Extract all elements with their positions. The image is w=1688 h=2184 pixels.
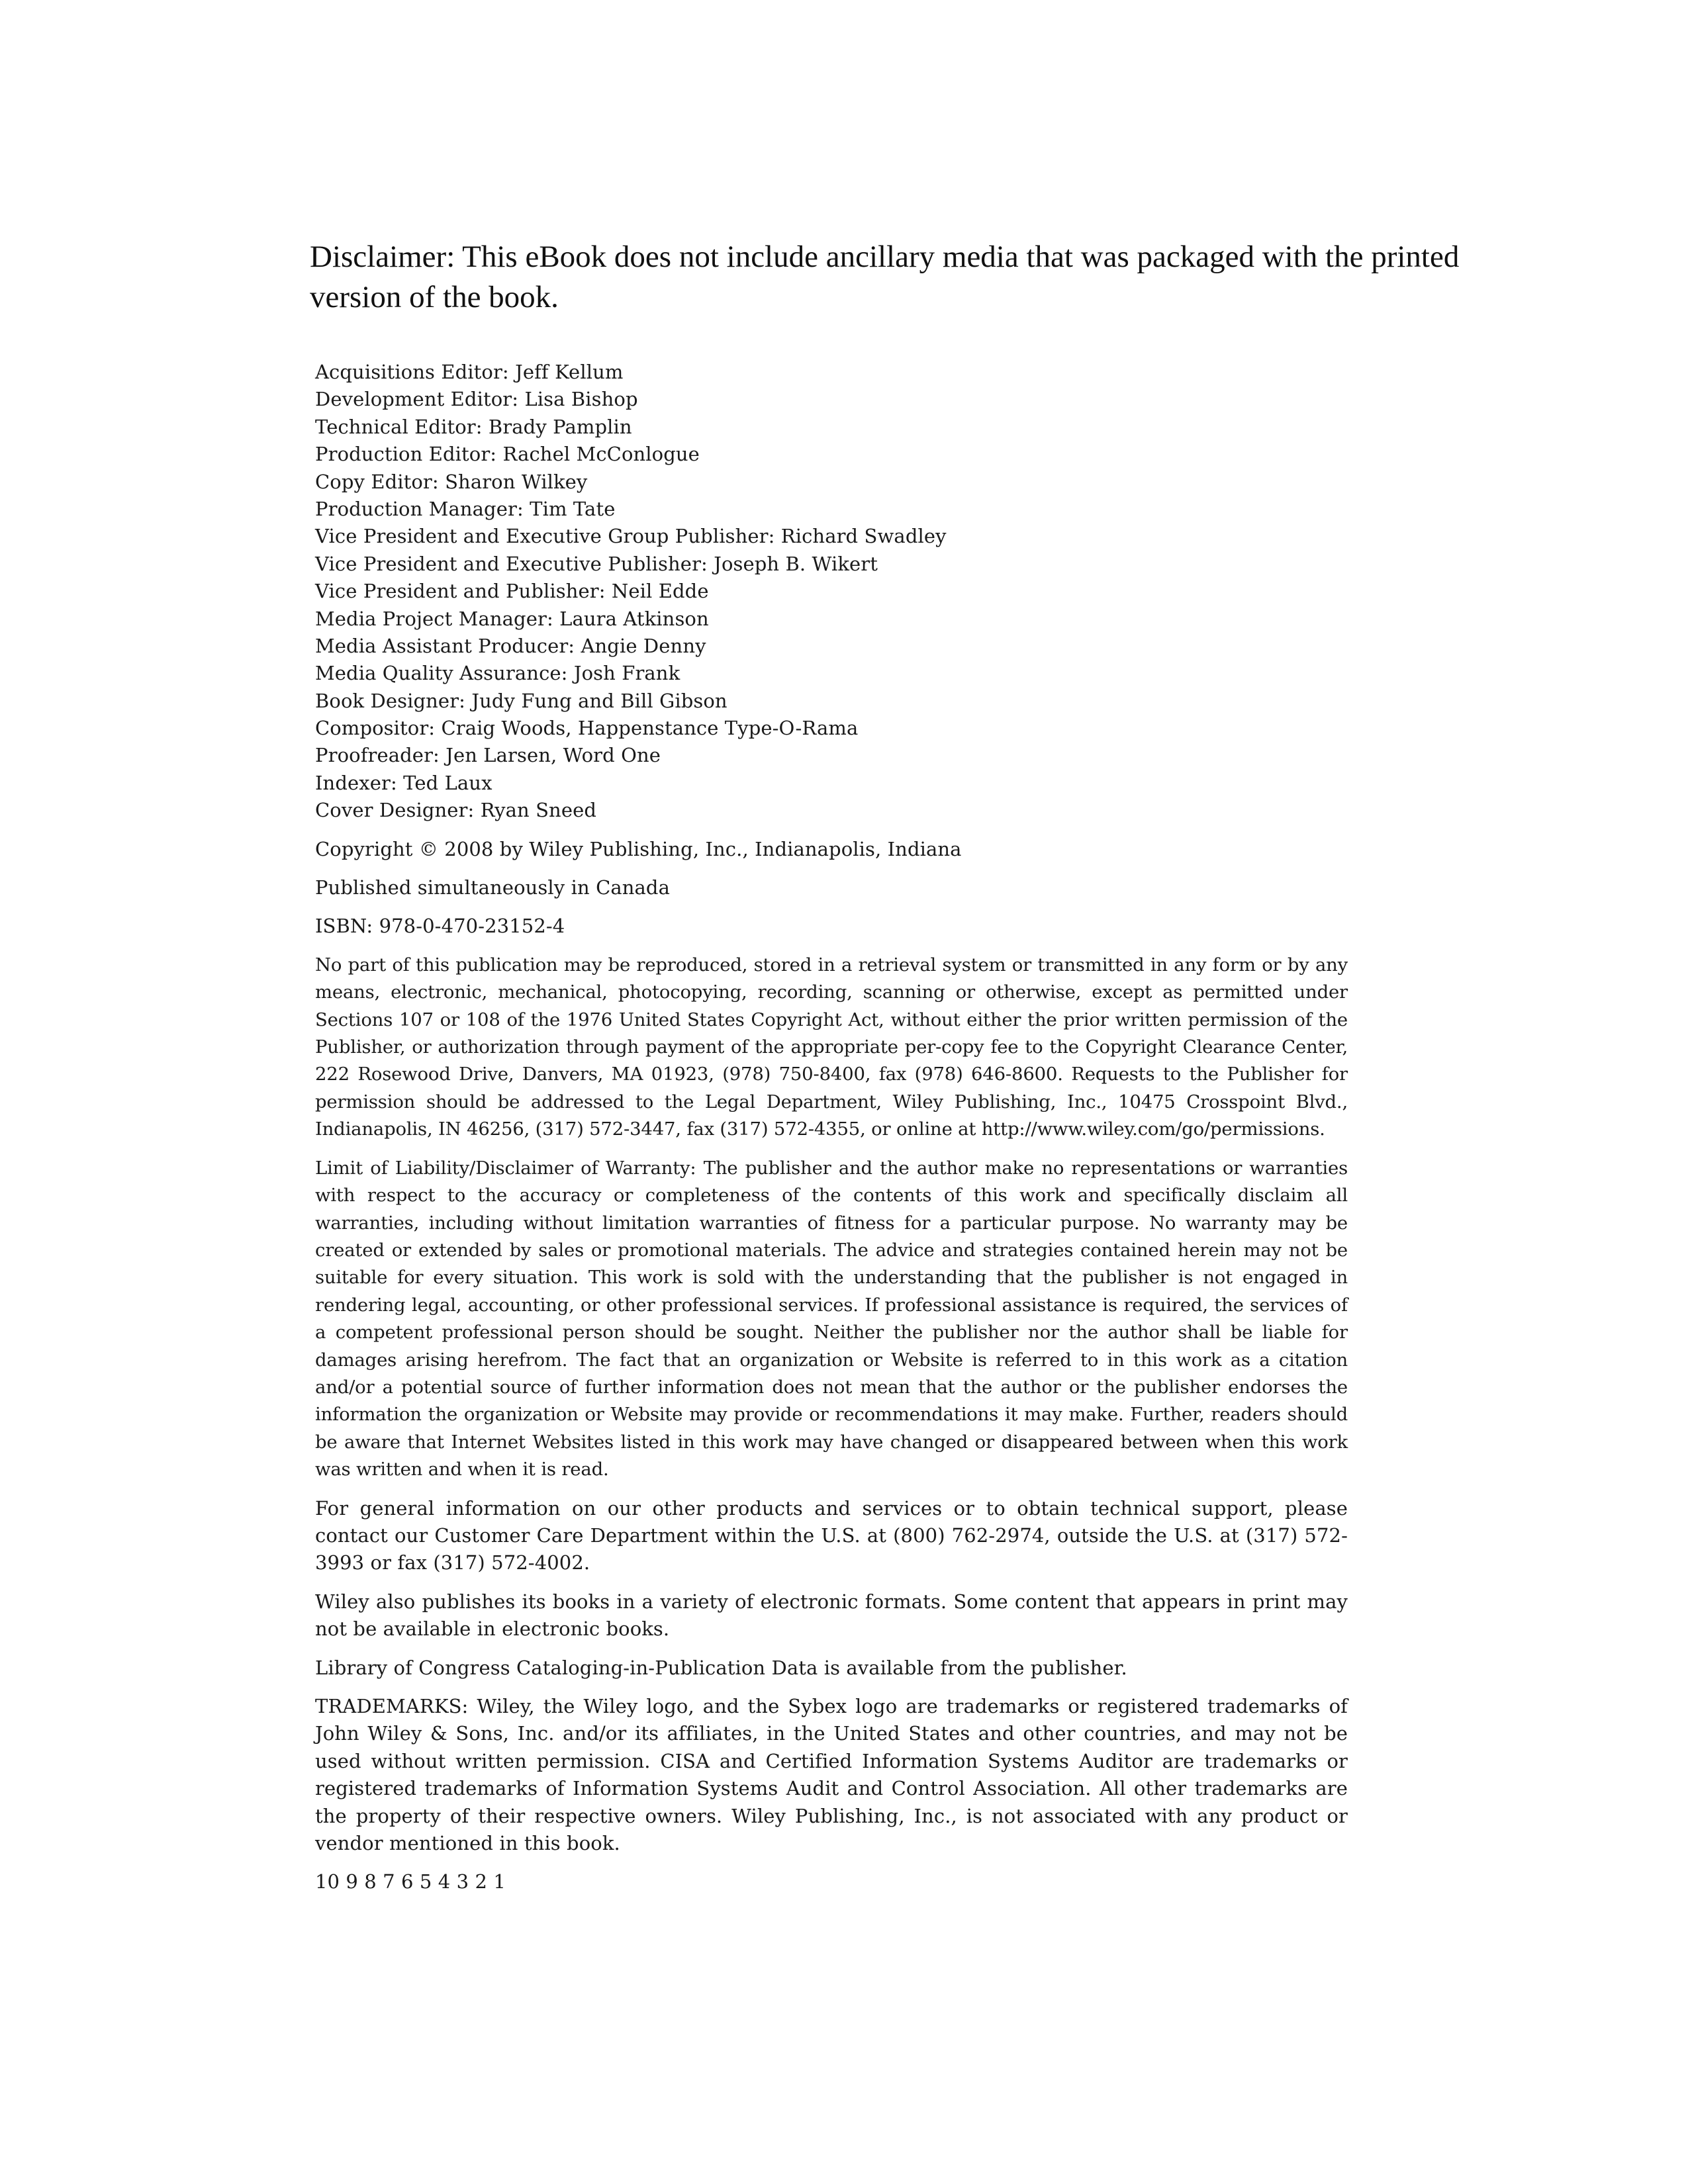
loc-data-note: Library of Congress Cataloging-in-Publication Data is available from the publisher. (315, 1656, 1127, 1679)
printing-line: 10 9 8 7 6 5 4 3 2 1 (315, 1870, 506, 1893)
credit-line: Vice President and Executive Publisher: Joseph B. Wikert (315, 552, 878, 575)
credit-line: Book Designer: Judy Fung and Bill Gibson (315, 689, 727, 712)
isbn: ISBN: 978-0-470-23152-4 (315, 915, 565, 938)
credit-line: Development Editor: Lisa Bishop (315, 388, 638, 411)
credit-line: Production Manager: Tim Tate (315, 497, 616, 520)
credit-line: Compositor: Craig Woods, Happenstance Type-O-Rama (315, 717, 859, 740)
credit-line: Acquisitions Editor: Jeff Kellum (315, 361, 624, 383)
credit-line: Proofreader: Jen Larsen, Word One (315, 744, 661, 767)
ebook-disclaimer: Disclaimer: This eBook does not include ancillary media that was packaged with the printed version of the book. (310, 240, 1460, 314)
trademarks-paragraph: TRADEMARKS: Wiley, the Wiley logo, and the Sybex logo are trademarks or registered trademarks of John Wiley & Sons, Inc. and/or its affiliates, in the United States and other countries, and may not be used without written permission. CISA and Certified Information Systems Auditor are trademarks or registered trademarks of Information Systems Audit and Control Association. All other trademarks are the property of their respective owners. Wiley Publishing, Inc., is not associated with any product or vendor mentioned in this book. (315, 1695, 1348, 1855)
support-paragraph: For general information on our other products and services or to obtain technical support, please contact our Customer Care Department within the U.S. at (800) 762-2974, outside the U.S. at (317) 572-3993 or fax (317) 572-4002. (315, 1496, 1348, 1574)
credit-line: Production Editor: Rachel McConlogue (315, 443, 700, 466)
permissions-paragraph: No part of this publication may be reproduced, stored in a retrieval system or transmitted in any form or by any means, electronic, mechanical, photocopying, recording, scanning or otherwise, except as permitted under Sections 107 or 108 of the 1976 United States Copyright Act, without either the prior written permission of the Publisher, or authorization through payment of the appropriate per-copy fee to the Copyright Clearance Center, 222 Rosewood Drive, Danvers, MA 01923, (978) 750-8400, fax (978) 646-8600. Requests to the Publisher for permission should be addressed to the Legal Department, Wiley Publishing, Inc., 10475 Crosspoint Blvd., Indianapolis, IN 46256, (317) 572-3447, fax (317) 572-4355, or online at http://www.wiley.com/go/permissions. (315, 954, 1348, 1140)
credit-line: Technical Editor: Brady Pamplin (315, 415, 632, 438)
liability-paragraph: Limit of Liability/Disclaimer of Warranty: The publisher and the author make no representations or warranties with respect to the accuracy or completeness of the contents of this work and specifically disclaim all warranties, including without limitation warranties of fitness for a particular purpose. No warranty may be created or extended by sales or promotional materials. The advice and strategies contained herein may not be suitable for every situation. This work is sold with the understanding that the publisher is not engaged in rendering legal, accounting, or other professional services. If professional assistance is required, the services of a competent professional person should be sought. Neither the publisher nor the author shall be liable for damages arising herefrom. The fact that an organization or Website is referred to in this work as a citation and/or a potential source of further information does not mean that the author or the publisher endorses the information the organization or Website may provide or recommendations it may make. Further, readers should be aware that Internet Websites listed in this work may have changed or disappeared between when this work was written and when it is read. (315, 1157, 1348, 1480)
copyright-notice: Copyright © 2008 by Wiley Publishing, Inc., Indianapolis, Indiana (315, 837, 962, 860)
copyright-block (315, 359, 1348, 1896)
credit-line: Media Quality Assurance: Josh Frank (315, 662, 680, 685)
credit-line: Indexer: Ted Laux (315, 771, 492, 794)
credit-line: Copy Editor: Sharon Wilkey (315, 470, 588, 493)
credit-line: Cover Designer: Ryan Sneed (315, 799, 597, 822)
credits-list (315, 359, 1348, 825)
credit-line: Vice President and Executive Group Publisher: Richard Swadley (315, 525, 947, 548)
credit-line: Media Project Manager: Laura Atkinson (315, 607, 709, 630)
credit-line: Media Assistant Producer: Angie Denny (315, 634, 706, 657)
electronic-formats-paragraph: Wiley also publishes its books in a variety of electronic formats. Some content that appears in print may not be available in electronic books. (315, 1590, 1348, 1641)
published-note: Published simultaneously in Canada (315, 876, 670, 899)
credit-line: Vice President and Publisher: Neil Edde (315, 580, 709, 603)
